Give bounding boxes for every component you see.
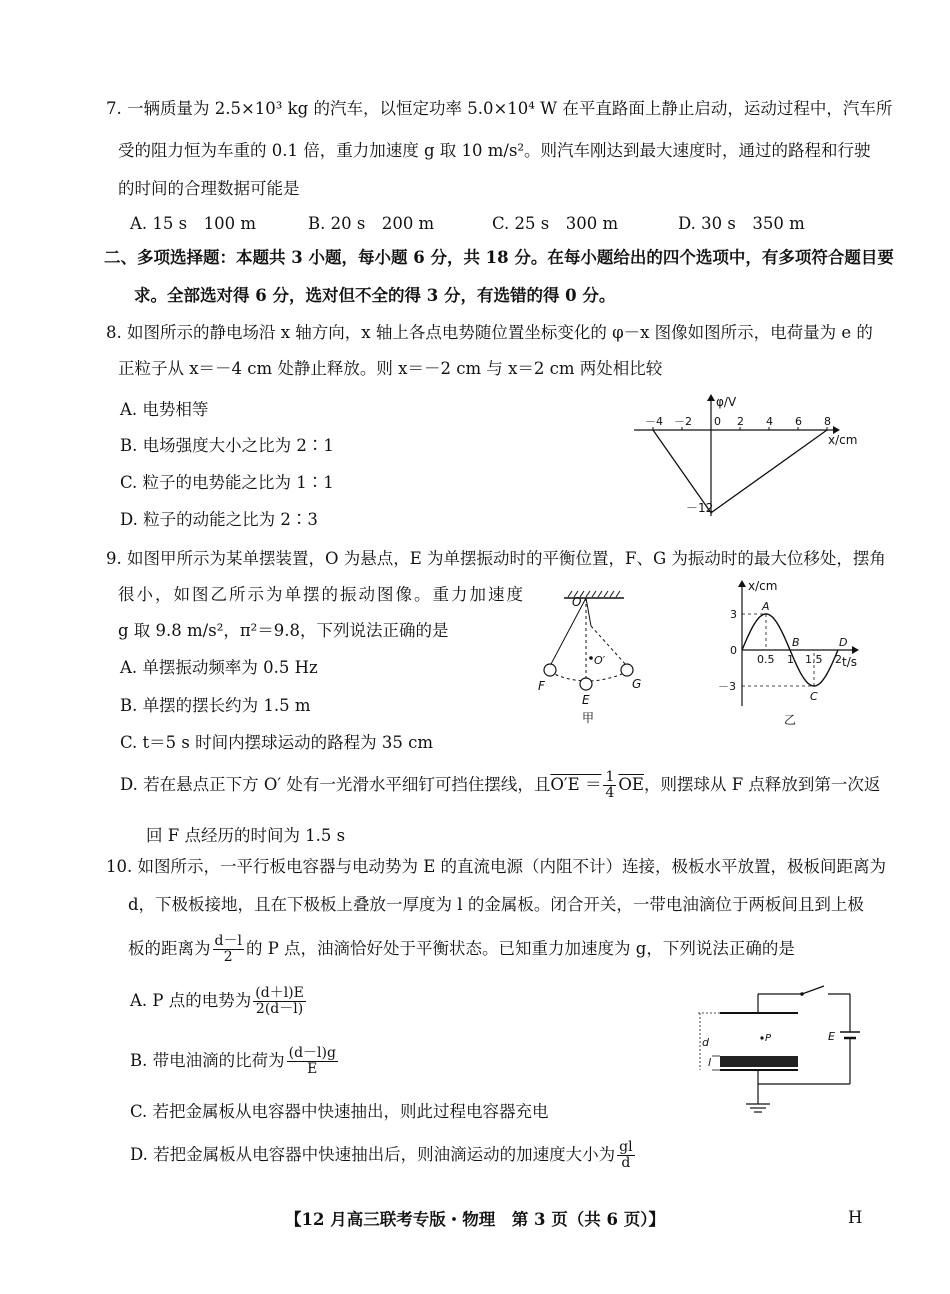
- frac-den: E: [307, 1061, 318, 1077]
- q9-line3: g 取 9.8 m/s²，π²＝9.8，下列说法正确的是: [118, 621, 449, 640]
- bob-F: [544, 664, 556, 676]
- frac-num: 1: [605, 769, 615, 785]
- t-axis-arrow: [852, 646, 859, 654]
- label-E: E: [828, 1030, 835, 1043]
- min-label: －12: [686, 501, 714, 515]
- q10-option-d: [130, 1140, 637, 1171]
- frac-num: gl: [619, 1139, 633, 1155]
- q9-vibration-graph: [712, 578, 872, 728]
- optB-fraction: [287, 1046, 338, 1077]
- q9-line2: 很小，如图乙所示为单摆的振动图像。重力加速度: [118, 585, 525, 604]
- section2-line2: 求。全部选对得 6 分，选对但不全的得 3 分，有选错的得 0 分。: [134, 286, 616, 305]
- optA-pre: A. P 点的电势为: [130, 991, 252, 1010]
- q9-optd-eq: O′E ＝: [550, 775, 602, 794]
- frac-num: (d－l)g: [288, 1045, 336, 1061]
- optB-pre: B. 带电油滴的比荷为: [130, 1051, 285, 1070]
- switch: [802, 986, 824, 994]
- q10-option-b: [130, 1046, 340, 1077]
- y-tick-label: 3: [730, 608, 737, 621]
- frac-den: 2: [223, 949, 233, 965]
- q10-line3-pre: 板的距离为: [128, 939, 211, 958]
- t-label: t/s: [842, 655, 857, 669]
- caption-yi: 乙: [784, 713, 797, 727]
- frac-den: 2(d－l): [255, 1001, 304, 1017]
- q10-line1: 10. 如图所示，一平行板电容器与电动势为 E 的直流电源（内阻不计）连接，极板水平放置，极板间距离为: [106, 857, 887, 876]
- frac-num: d－l: [214, 933, 242, 949]
- q7-option-d: D. 30 s 350 m: [678, 214, 805, 233]
- q7-option-c: C. 25 s 300 m: [492, 214, 619, 233]
- t-tick-label: 1: [787, 653, 794, 666]
- peg-Oprime: [589, 656, 593, 660]
- q9-optd-fraction: [603, 770, 616, 801]
- q8-option-b: B. 电场强度大小之比为 2∶1: [120, 436, 334, 455]
- x-axis-label: x/cm: [828, 433, 858, 447]
- q7-line1: 7. 一辆质量为 2.5×10³ kg 的汽车，以恒定功率 5.0×10⁴ W 在平直路面上静止启动，运动过程中，汽车所: [106, 99, 893, 118]
- corner-letter: H: [848, 1208, 863, 1227]
- label-E: E: [582, 693, 590, 707]
- label-l: l: [708, 1056, 712, 1069]
- x-tick-label: 2: [737, 415, 744, 428]
- q9-optd-post: ，则摆球从 F 点释放到第一次返: [643, 775, 881, 794]
- point-label-C: C: [810, 690, 818, 703]
- page-footer: 【12 月高三联考专版・物理 第 3 页（共 6 页）】: [285, 1210, 665, 1229]
- q9-option-c: C. t＝5 s 时间内摆球运动的路程为 35 cm: [120, 733, 433, 752]
- q9-option-a: A. 单摆振动频率为 0.5 Hz: [120, 658, 318, 677]
- label-O: O: [572, 595, 582, 609]
- string-right: [586, 598, 591, 626]
- t-tick-label: 2: [835, 653, 842, 666]
- y-axis-arrow: [707, 394, 715, 401]
- x-axis-arrow: [738, 580, 746, 587]
- x-tick-label: 8: [824, 415, 831, 428]
- point-label-B: B: [792, 636, 800, 649]
- x-tick-label: 0: [714, 415, 721, 428]
- string-left: [550, 598, 586, 666]
- t-tick-label: 1.5: [805, 653, 823, 666]
- bob-G: [621, 664, 633, 676]
- q10-circuit-figure: [690, 984, 870, 1114]
- bob-E: [580, 678, 592, 690]
- x-tick-label: －2: [674, 415, 692, 428]
- y-axis-label: φ/V: [716, 395, 737, 409]
- x-tick-label: －4: [645, 415, 663, 428]
- x-tick-label: 6: [795, 415, 802, 428]
- q8-option-d: D. 粒子的动能之比为 2∶3: [120, 510, 318, 529]
- q9-optd-eq2: $\overline{OE}$: [618, 775, 644, 794]
- q9-option-d-line2: 回 F 点经历的时间为 1.5 s: [146, 826, 346, 845]
- q9-option-d: [120, 770, 880, 801]
- q10-line2: d，下极板接地，且在下极板上叠放一厚度为 l 的金属板。闭合开关，一带电油滴位于两板间且到上极: [128, 895, 864, 914]
- metal-slab: [720, 1056, 798, 1067]
- q10-line3-post: 的 P 点，油滴恰好处于平衡状态。已知重力加速度为 g，下列说法正确的是: [245, 939, 795, 958]
- q7-line2: 受的阻力恒为车重的 0.1 倍，重力加速度 g 取 10 m/s²。则汽车刚达到最大速度时，通过的路程和行驶: [118, 141, 871, 160]
- x-tick-label: 4: [766, 415, 773, 428]
- q9-option-b: B. 单摆的摆长约为 1.5 m: [120, 696, 311, 715]
- q7-line3: 的时间的合理数据可能是: [118, 179, 300, 198]
- q8-line1: 8. 如图所示的静电场沿 x 轴方向，x 轴上各点电势随位置坐标变化的 φ－x 图像如图所示，电荷量为 e 的: [106, 323, 873, 342]
- point-label-D: D: [839, 636, 848, 649]
- q8-option-a: A. 电势相等: [120, 400, 209, 419]
- optD-fraction: [617, 1140, 634, 1171]
- optA-fraction: [253, 986, 306, 1017]
- label-d: d: [702, 1036, 709, 1049]
- q8-line2: 正粒子从 x＝－4 cm 处静止释放。则 x＝－2 cm 与 x＝2 cm 两处相比较: [118, 359, 663, 378]
- y-tick-label: －3: [718, 680, 736, 693]
- label-F: F: [538, 679, 545, 693]
- caption-jia: 甲: [582, 711, 595, 725]
- q10-option-a: [130, 986, 308, 1017]
- q9-line1: 9. 如图甲所示为某单摆装置，O 为悬点，E 为单摆振动时的平衡位置，F、G 为振动时的最大位移处，摆角: [106, 549, 886, 568]
- switch-contact: [800, 992, 804, 996]
- q8-phi-x-graph: [628, 392, 868, 522]
- q8-option-c: C. 粒子的电势能之比为 1∶1: [120, 473, 334, 492]
- phi-x-line: [653, 430, 827, 513]
- q7-option-a: A. 15 s 100 m: [130, 214, 256, 233]
- q10-option-c: C. 若把金属板从电容器中快速抽出，则此过程电容器充电: [130, 1102, 549, 1121]
- label-P: P: [765, 1033, 772, 1044]
- frac-den: d: [621, 1155, 631, 1171]
- q9-optd-pre: D. 若在悬点正下方 O′ 处有一光滑水平细钉可挡住摆线，且: [120, 775, 551, 794]
- q9-pendulum-figure: [528, 586, 658, 726]
- frac-den: 4: [605, 785, 615, 801]
- label-Oprime: O′: [594, 654, 606, 667]
- section2-line1: 二、多项选择题：本题共 3 小题，每小题 6 分，共 18 分。在每小题给出的四个选项中，有多项符合题目要: [104, 248, 894, 267]
- point-label-A: A: [762, 600, 770, 613]
- t-tick-label: 0.5: [757, 653, 775, 666]
- frac-num: (d＋l)E: [255, 985, 304, 1001]
- y-label: x/cm: [748, 579, 778, 593]
- optD-pre: D. 若把金属板从电容器中快速抽出后，则油滴运动的加速度大小为: [130, 1145, 616, 1164]
- y-tick-label: 0: [730, 644, 737, 657]
- point-P: [760, 1036, 763, 1039]
- q7-option-b: B. 20 s 200 m: [308, 214, 435, 233]
- q10-line3: [128, 934, 795, 965]
- label-G: G: [632, 677, 642, 691]
- q10-line3-fraction: [213, 934, 244, 965]
